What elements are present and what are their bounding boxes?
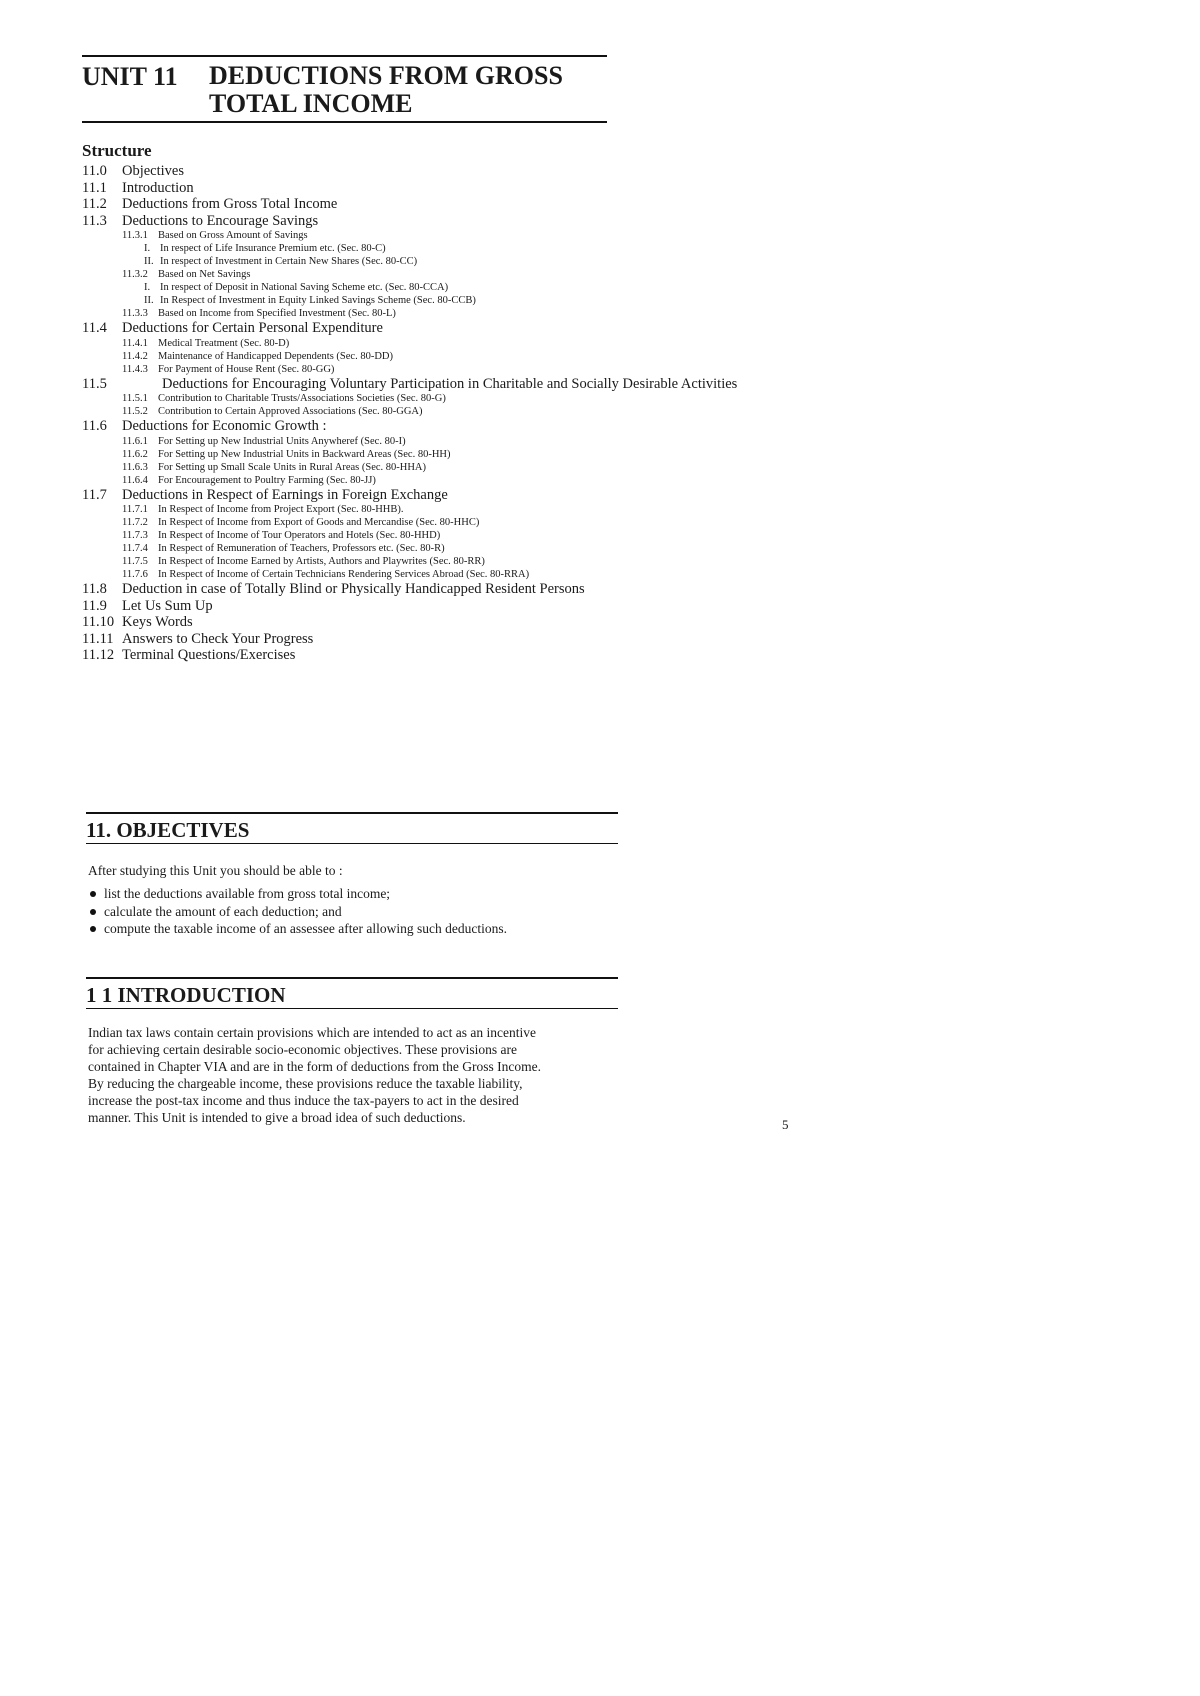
bullet-icon	[90, 909, 96, 915]
structure-item-number: 11.12	[82, 647, 115, 663]
structure-item	[82, 337, 642, 350]
structure-item-number: 11.7.3	[122, 530, 148, 541]
structure-item-text: Introduction	[122, 179, 194, 196]
structure-item-text: Contribution to Charitable Trusts/Associations Societies (Sec. 80-G)	[158, 393, 446, 404]
objective-item: compute the taxable income of an assessee after allowing such deductions.	[88, 920, 507, 938]
structure-item-text: Deduction in case of Totally Blind or Physically Handicapped Resident Persons	[122, 581, 585, 597]
structure-item-text: Deductions for Certain Personal Expenditure	[122, 320, 383, 336]
structure-item-text: Let Us Sum Up	[122, 597, 213, 614]
structure-list	[82, 163, 738, 664]
objectives-bottom-rule	[86, 843, 618, 844]
structure-item-number: 11.1	[82, 179, 107, 196]
structure-item-number: 11.4.1	[122, 337, 148, 349]
structure-item-number: 11.7.6	[122, 569, 148, 580]
structure-item-number: 11.7.5	[122, 556, 148, 567]
structure-item-number: 11.6	[82, 418, 107, 434]
structure-item	[82, 461, 642, 474]
introduction-line: contained in Chapter VIA and are in the form of deductions from the Gross Income.	[88, 1059, 542, 1074]
bullet-icon	[90, 891, 96, 897]
unit-title-line-1: DEDUCTIONS FROM GROSS	[209, 61, 563, 90]
page-number: 5	[782, 1117, 789, 1132]
structure-item-text: In Respect of Investment in Equity Linked Savings Scheme (Sec. 80-CCB)	[160, 295, 476, 306]
structure-item-number: 11.5.2	[122, 406, 148, 417]
unit-title	[209, 62, 563, 118]
structure-item	[82, 542, 642, 555]
structure-item-number: 11.0	[82, 163, 107, 179]
structure-item-number: 11.4.2	[122, 350, 148, 362]
structure-item	[82, 320, 642, 337]
structure-item-number: I.	[144, 282, 151, 293]
structure-item-text: Based on Gross Amount of Savings	[158, 230, 308, 241]
structure-item-number: 11.5	[82, 375, 107, 392]
structure-item-number: 11.4.3	[122, 363, 148, 375]
structure-item-text: Medical Treatment (Sec. 80-D)	[158, 337, 290, 349]
structure-item	[82, 405, 642, 418]
structure-item	[82, 268, 642, 281]
introduction-line: Indian tax laws contain certain provisions which are intended to act as an incentive	[88, 1025, 536, 1040]
structure-item	[82, 647, 642, 664]
structure-item-number: 11.7.2	[122, 517, 148, 528]
structure-item	[82, 598, 642, 615]
structure-item	[82, 631, 642, 648]
structure-item-number: 11.2	[82, 196, 107, 212]
structure-item	[82, 435, 642, 448]
objective-item: list the deductions available from gross total income;	[88, 885, 507, 903]
title-top-rule	[82, 55, 607, 57]
structure-item	[82, 363, 642, 376]
structure-item-number: 11.3.2	[122, 269, 148, 280]
structure-item-number: 11.6.2	[122, 448, 148, 460]
structure-item-text: Deductions for Encouraging Voluntary Participation in Charitable and Socially Desirable Activities	[162, 375, 738, 392]
introduction-heading: 1 1 INTRODUCTION	[86, 983, 286, 1007]
structure-item	[82, 375, 738, 393]
unit-label: UNIT 11	[82, 62, 178, 91]
structure-item	[82, 255, 642, 268]
structure-item-number: II.	[144, 256, 154, 267]
structure-item	[82, 307, 642, 320]
structure-item-text: Maintenance of Handicapped Dependents (Sec. 80-DD)	[158, 350, 393, 362]
objectives-heading: 11. OBJECTIVES	[86, 818, 250, 842]
structure-item	[82, 294, 642, 307]
structure-item	[82, 487, 642, 504]
structure-item-text: Based on Net Savings	[158, 269, 251, 280]
structure-item-text: Terminal Questions/Exercises	[122, 647, 296, 663]
structure-item-text: Deductions for Economic Growth :	[122, 418, 327, 434]
structure-item-number: 11.9	[82, 597, 107, 614]
introduction-line: manner. This Unit is intended to give a broad idea of such deductions.	[88, 1110, 466, 1125]
structure-item	[82, 581, 642, 598]
structure-item	[82, 555, 642, 568]
structure-item-number: 11.7	[82, 486, 107, 503]
structure-item-text: In Respect of Remuneration of Teachers, Professors etc. (Sec. 80-R)	[158, 543, 445, 554]
structure-item	[82, 281, 642, 294]
structure-item-number: I.	[144, 243, 151, 254]
structure-item	[82, 392, 642, 405]
structure-item-text: Keys Words	[122, 614, 193, 630]
structure-item-number: 11.6.3	[122, 461, 148, 473]
structure-item-number: 11.3.3	[122, 308, 148, 319]
introduction-line: increase the post-tax income and thus induce the tax-payers to act in the desired	[88, 1093, 519, 1108]
structure-item-text: In Respect of Income of Certain Technicians Rendering Services Abroad (Sec. 80-RRA)	[158, 569, 530, 580]
structure-item-number: 11.7.1	[122, 504, 148, 515]
structure-item-text: For Setting up New Industrial Units in Backward Areas (Sec. 80-HH)	[158, 448, 451, 460]
structure-item-number: 11.3.1	[122, 230, 148, 241]
structure-item	[82, 503, 642, 516]
structure-item-text: Deductions from Gross Total Income	[122, 196, 338, 212]
structure-item	[82, 516, 642, 529]
structure-item	[82, 180, 642, 197]
structure-item-text: Contribution to Certain Approved Associations (Sec. 80-GGA)	[158, 406, 423, 417]
structure-item	[82, 196, 642, 213]
structure-item-number: 11.6.4	[122, 474, 148, 486]
structure-item	[82, 614, 642, 631]
objectives-top-rule	[86, 812, 618, 814]
title-bottom-rule	[82, 121, 607, 123]
structure-item-number: II.	[144, 295, 154, 306]
structure-item-text: In Respect of Income of Tour Operators and Hotels (Sec. 80-HHD)	[158, 530, 441, 541]
structure-item-text: For Setting up New Industrial Units Anywheref (Sec. 80-I)	[158, 435, 406, 447]
structure-item-text: Deductions to Encourage Savings	[122, 212, 319, 229]
structure-item-text: For Setting up Small Scale Units in Rural Areas (Sec. 80-HHA)	[158, 461, 427, 473]
structure-item-text: For Encouragement to Poultry Farming (Sec. 80-JJ)	[158, 474, 376, 486]
structure-item-text: In Respect of Income Earned by Artists, Authors and Playwrites (Sec. 80-RR)	[158, 556, 485, 567]
structure-item	[82, 229, 642, 242]
structure-item	[82, 474, 642, 487]
introduction-line: By reducing the chargeable income, these provisions reduce the taxable liability,	[88, 1076, 523, 1091]
objectives-list	[88, 885, 507, 938]
introduction-line: for achieving certain desirable socio-economic objectives. These provisions are	[88, 1042, 517, 1057]
structure-item-number: 11.11	[82, 630, 114, 647]
structure-item-text: In respect of Deposit in National Saving Scheme etc. (Sec. 80-CCA)	[160, 282, 449, 293]
bullet-icon	[90, 926, 96, 932]
objective-item: calculate the amount of each deduction; and	[88, 903, 507, 921]
structure-item-number: 11.10	[82, 614, 115, 630]
structure-item	[82, 568, 642, 581]
structure-item-number: 11.6.1	[122, 435, 148, 447]
structure-heading: Structure	[82, 141, 152, 160]
structure-item	[82, 529, 642, 542]
structure-item	[82, 163, 642, 180]
structure-item-text: In respect of Investment in Certain New Shares (Sec. 80-CC)	[160, 256, 418, 267]
structure-item-text: Deductions in Respect of Earnings in Foreign Exchange	[122, 486, 448, 503]
structure-item-text: In respect of Life Insurance Premium etc. (Sec. 80-C)	[160, 243, 386, 254]
introduction-bottom-rule	[86, 1008, 618, 1009]
structure-item	[82, 448, 642, 461]
structure-item	[82, 350, 642, 363]
structure-item	[82, 213, 642, 230]
objectives-intro: After studying this Unit you should be able to :	[88, 863, 343, 878]
introduction-paragraph	[88, 1024, 628, 1126]
structure-item	[82, 418, 642, 435]
structure-item-text: In Respect of Income from Export of Goods and Mercandise (Sec. 80-HHC)	[158, 517, 480, 528]
structure-item-text: Based on Income from Specified Investment (Sec. 80-L)	[158, 308, 396, 319]
structure-item-text: Answers to Check Your Progress	[122, 630, 314, 647]
structure-item	[82, 242, 642, 255]
introduction-top-rule	[86, 977, 618, 979]
structure-item-number: 11.3	[82, 212, 107, 229]
structure-item-number: 11.8	[82, 581, 107, 597]
structure-item-text: For Payment of House Rent (Sec. 80-GG)	[158, 363, 335, 375]
unit-title-line-2: TOTAL INCOME	[209, 89, 413, 118]
structure-item-number: 11.7.4	[122, 543, 148, 554]
structure-item-text: In Respect of Income from Project Export (Sec. 80-HHB).	[158, 504, 404, 515]
structure-item-number: 11.5.1	[122, 393, 148, 404]
structure-item-text: Objectives	[122, 163, 185, 179]
structure-item-number: 11.4	[82, 320, 107, 336]
